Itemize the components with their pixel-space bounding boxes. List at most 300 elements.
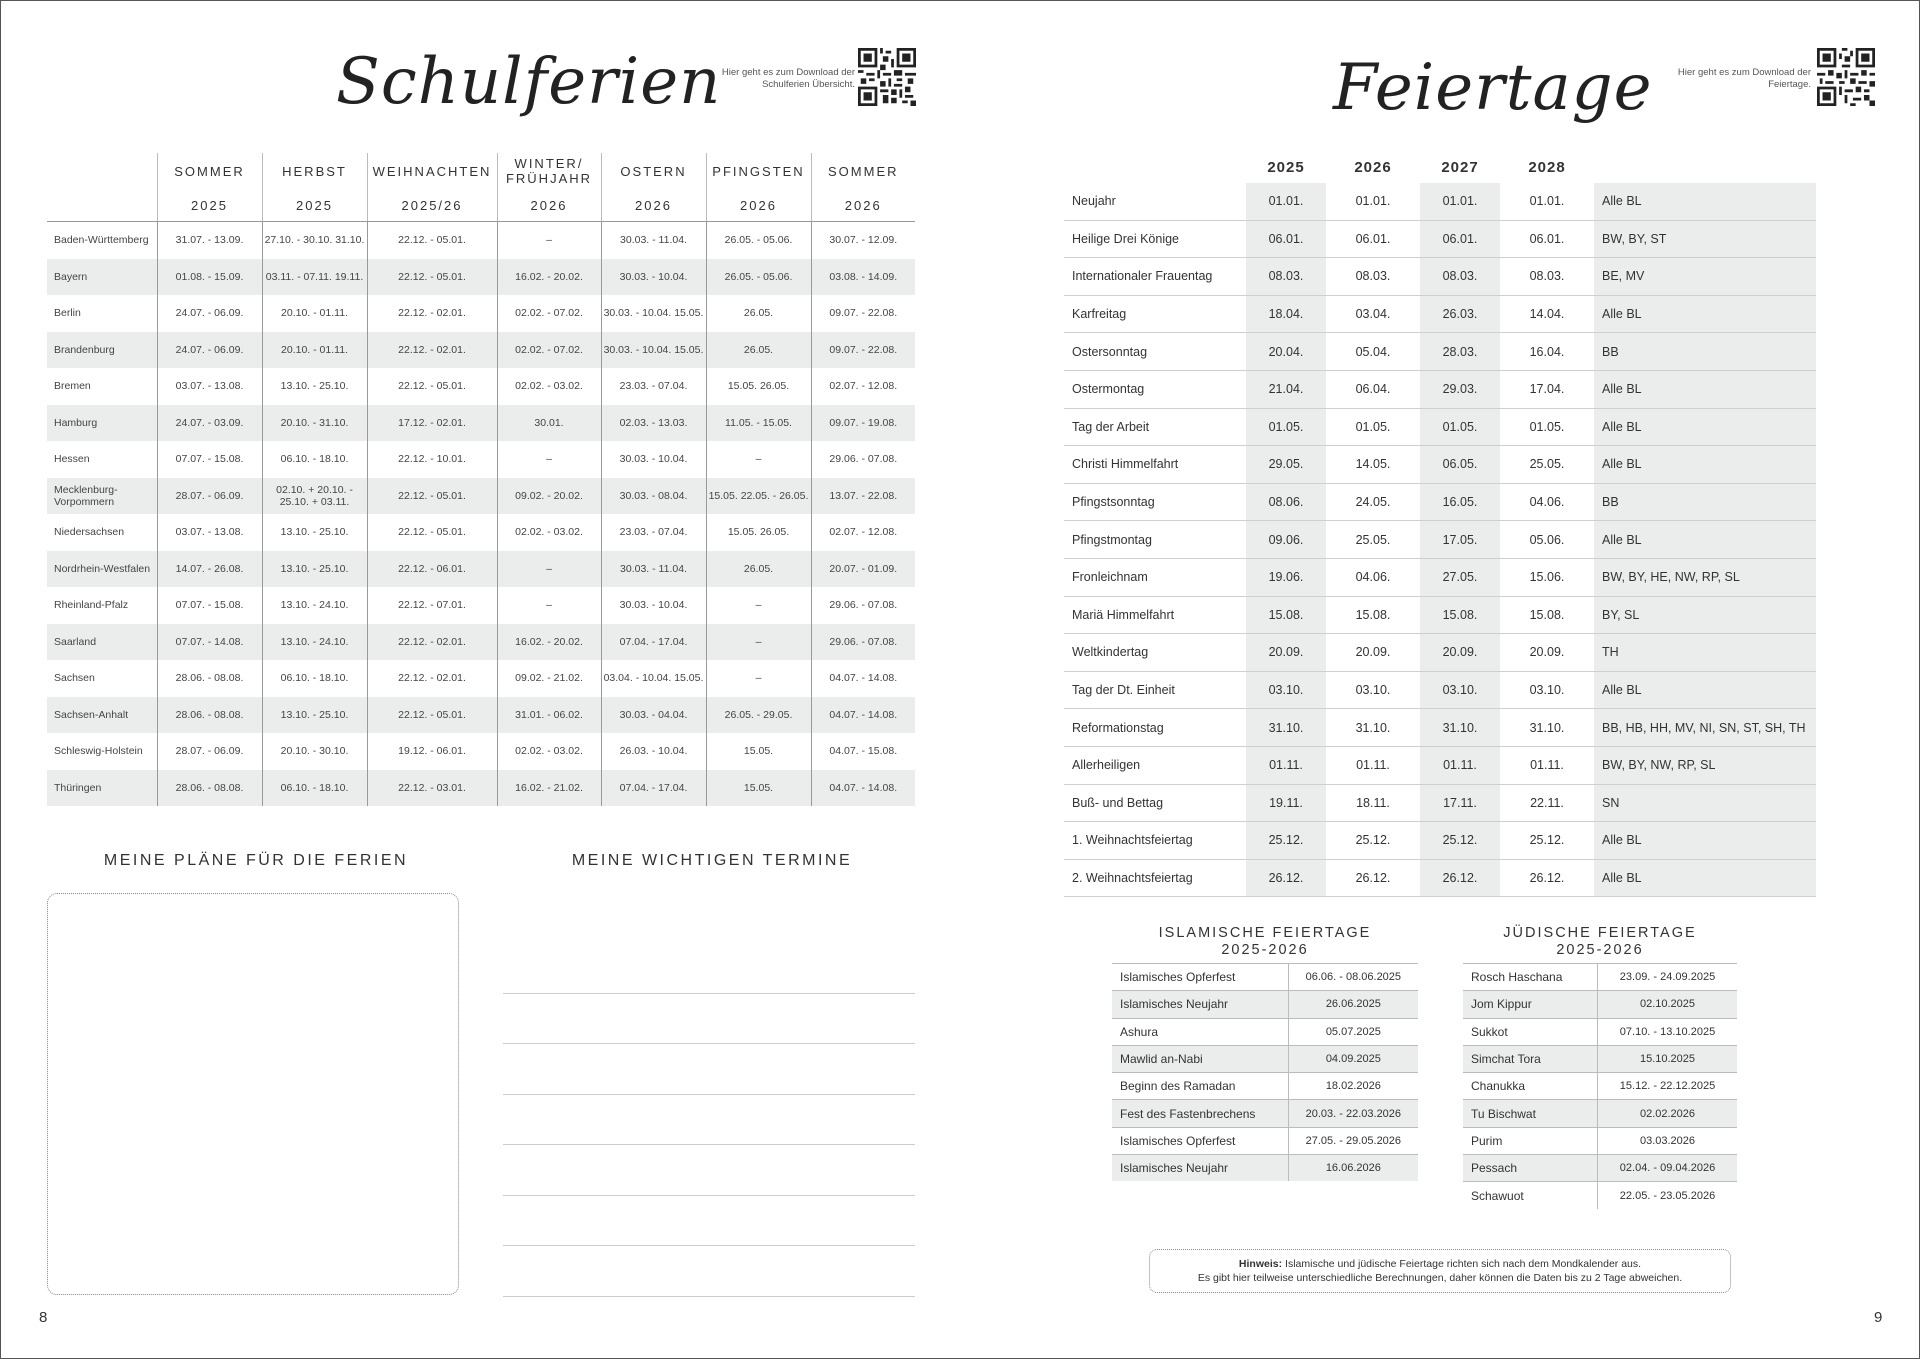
holiday-period: 26.05. - 29.05.	[706, 697, 811, 734]
schulferien-title: Schulferien	[336, 45, 722, 119]
holiday-period: 28.06. - 08.08.	[157, 660, 262, 697]
column-header: OSTERN	[601, 153, 706, 189]
table-row	[1064, 370, 1816, 408]
qr-code-icon[interactable]	[858, 48, 916, 106]
holiday-period: 26.05. - 05.06.	[706, 222, 811, 259]
holiday-date: 26.12.	[1420, 859, 1500, 897]
holiday-date: 03.10.	[1333, 671, 1413, 709]
holiday-date: 03.10.	[1507, 671, 1587, 709]
column-gap	[1326, 671, 1333, 709]
column-gap	[1587, 746, 1594, 784]
holiday-period: 20.07. - 01.09.	[811, 551, 915, 588]
holiday-date: 01.05.	[1246, 408, 1326, 446]
holiday-period: 13.10. - 25.10.	[262, 551, 367, 588]
column-header: SOMMER	[811, 153, 915, 189]
state-name: Niedersachsen	[54, 526, 125, 539]
states: BB	[1594, 333, 1816, 371]
holiday-date: 04.06.	[1507, 483, 1587, 521]
column-gap	[1326, 634, 1333, 672]
column-gap	[1413, 446, 1420, 484]
holiday-date: 25.12.	[1333, 822, 1413, 860]
holiday-date: 08.06.	[1246, 483, 1326, 521]
states: Alle BL	[1594, 822, 1816, 860]
column-gap	[1413, 370, 1420, 408]
holiday-period: 28.06. - 08.08.	[157, 770, 262, 807]
column-gap	[1500, 446, 1507, 484]
holiday-period: 13.10. - 24.10.	[262, 587, 367, 624]
states: BE, MV	[1594, 258, 1816, 296]
table-row	[1064, 408, 1816, 446]
column-gap	[1500, 859, 1507, 897]
jewish-holidays	[1463, 925, 1737, 1209]
holiday-date: 02.04. - 09.04.2026	[1597, 1155, 1737, 1182]
year-header: 2028	[1528, 158, 1566, 176]
holiday-period: 06.10. - 18.10.	[262, 441, 367, 478]
holiday-date: 20.09.	[1333, 634, 1413, 672]
state-name: Sachsen-Anhalt	[47, 697, 157, 734]
table-row	[1463, 1100, 1737, 1127]
state-name: Hessen	[54, 453, 90, 466]
table-row	[1064, 671, 1816, 709]
column-gap	[1500, 746, 1507, 784]
table-row	[1064, 521, 1816, 559]
column-gap	[1587, 784, 1594, 822]
column-gap	[1326, 183, 1333, 220]
holiday-name: Heilige Drei Könige	[1064, 220, 1246, 258]
holiday-date: 06.01.	[1333, 220, 1413, 258]
holiday-name: 2. Weihnachtsfeiertag	[1064, 859, 1246, 897]
table-row	[1112, 1127, 1418, 1154]
column-gap	[1500, 709, 1507, 747]
table-row	[47, 368, 915, 405]
table-row	[1064, 258, 1816, 296]
column-year: 2026	[497, 189, 601, 222]
state-name: Brandenburg	[47, 332, 157, 369]
jewish-title: JÜDISCHE FEIERTAGE	[1503, 925, 1697, 941]
holiday-period: 13.10. - 25.10.	[262, 514, 367, 551]
holiday-period: 03.08. - 14.09.	[811, 259, 915, 296]
holiday-date: 18.02.2026	[1288, 1073, 1418, 1100]
holiday-name: Neujahr	[1064, 183, 1246, 220]
holiday-period: 16.02. - 20.02.	[497, 624, 601, 661]
holiday-date: 01.05.	[1333, 408, 1413, 446]
holiday-period: –	[706, 587, 811, 624]
table-row	[1463, 964, 1737, 991]
column-gap	[1587, 258, 1594, 296]
holiday-period: 28.06. - 08.08.	[157, 697, 262, 734]
termine-title: MEINE WICHTIGEN TERMINE	[571, 852, 853, 869]
holiday-date: 09.06.	[1246, 521, 1326, 559]
holiday-period: 16.02. - 20.02.	[497, 259, 601, 296]
column-gap	[1326, 822, 1333, 860]
qr-code-icon[interactable]	[1817, 48, 1875, 106]
states: BB, HB, HH, MV, NI, SN, ST, SH, TH	[1594, 709, 1816, 747]
holiday-period: 26.05.	[706, 295, 811, 332]
holiday-date: 20.04.	[1246, 333, 1326, 371]
column-gap	[1500, 483, 1507, 521]
holiday-name: Schawuot	[1463, 1182, 1597, 1209]
holiday-period: 09.02. - 20.02.	[497, 478, 601, 515]
holiday-period: 02.02. - 07.02.	[497, 295, 601, 332]
states: Alle BL	[1594, 295, 1816, 333]
holiday-period: 23.03. - 07.04.	[601, 368, 706, 405]
holiday-period: 13.10. - 24.10.	[262, 624, 367, 661]
header-spacer	[1587, 151, 1594, 183]
holiday-date: 08.03.	[1420, 258, 1500, 296]
holiday-date: 15.08.	[1507, 596, 1587, 634]
holiday-date: 18.04.	[1246, 295, 1326, 333]
holiday-date: 06.01.	[1507, 220, 1587, 258]
column-gap	[1587, 634, 1594, 672]
holiday-period: –	[706, 624, 811, 661]
column-gap	[1587, 859, 1594, 897]
column-year: 2025	[157, 189, 262, 222]
column-gap	[1413, 483, 1420, 521]
note-line[interactable]	[503, 1145, 915, 1196]
holiday-period: 04.07. - 14.08.	[811, 770, 915, 807]
holiday-date: 15.12. - 22.12.2025	[1597, 1073, 1737, 1100]
note-line[interactable]	[503, 1196, 915, 1247]
holiday-name: Purim	[1463, 1127, 1597, 1154]
holiday-date: 15.08.	[1420, 596, 1500, 634]
holiday-date: 01.11.	[1246, 746, 1326, 784]
holiday-date: 04.09.2025	[1288, 1045, 1418, 1072]
holiday-period: –	[497, 441, 601, 478]
holiday-date: 03.04.	[1333, 295, 1413, 333]
holiday-period: 09.07. - 19.08.	[811, 405, 915, 442]
holiday-name: Rosch Haschana	[1463, 964, 1597, 991]
column-header: SOMMER	[157, 153, 262, 189]
holiday-name: Tu Bischwat	[1463, 1100, 1597, 1127]
holiday-period: 22.12. - 02.01.	[367, 660, 497, 697]
holiday-period: 04.07. - 15.08.	[811, 733, 915, 770]
holiday-period: 13.07. - 22.08.	[811, 478, 915, 515]
holiday-name: Karfreitag	[1064, 295, 1246, 333]
holiday-period: 30.03. - 11.04.	[601, 551, 706, 588]
state-name: Berlin	[54, 307, 81, 320]
table-row	[1463, 991, 1737, 1018]
holiday-date: 18.11.	[1333, 784, 1413, 822]
table-row	[1112, 991, 1418, 1018]
holiday-date: 05.06.	[1507, 521, 1587, 559]
holiday-name: Islamisches Neujahr	[1112, 991, 1288, 1018]
holiday-date: 20.09.	[1246, 634, 1326, 672]
holiday-name: Internationaler Frauentag	[1064, 258, 1246, 296]
table-row	[1112, 1045, 1418, 1072]
islamic-title: ISLAMISCHE FEIERTAGE	[1158, 925, 1372, 941]
column-gap	[1500, 784, 1507, 822]
states: BW, BY, NW, RP, SL	[1594, 746, 1816, 784]
column-gap	[1587, 220, 1594, 258]
states: Alle BL	[1594, 521, 1816, 559]
state-name: Sachsen	[54, 672, 95, 685]
holiday-period: 02.07. - 12.08.	[811, 368, 915, 405]
column-gap	[1326, 558, 1333, 596]
holiday-period: 30.03. - 10.04.	[601, 259, 706, 296]
column-gap	[1587, 709, 1594, 747]
column-gap	[1413, 258, 1420, 296]
states: Alle BL	[1594, 183, 1816, 220]
holiday-date: 08.03.	[1333, 258, 1413, 296]
table-row	[47, 222, 915, 259]
schulferien-qr-note: Hier geht es zum Download der Schulferien Übersicht.	[721, 67, 855, 90]
holiday-period: 14.07. - 26.08.	[157, 551, 262, 588]
note-line[interactable]	[503, 1044, 915, 1095]
states: Alle BL	[1594, 408, 1816, 446]
column-gap	[1500, 671, 1507, 709]
column-gap	[1326, 709, 1333, 747]
table-row	[1064, 558, 1816, 596]
holiday-period: 06.10. - 18.10.	[262, 770, 367, 807]
note-line[interactable]	[503, 1095, 915, 1146]
holiday-date: 04.06.	[1333, 558, 1413, 596]
holiday-period: 22.12. - 05.01.	[367, 259, 497, 296]
holiday-date: 20.09.	[1507, 634, 1587, 672]
holiday-date: 07.10. - 13.10.2025	[1597, 1018, 1737, 1045]
holiday-name: Chanukka	[1463, 1073, 1597, 1100]
column-gap	[1587, 446, 1594, 484]
table-row	[1064, 295, 1816, 333]
holiday-period: 20.10. - 31.10.	[262, 405, 367, 442]
column-gap	[1500, 220, 1507, 258]
jewish-table	[1463, 963, 1737, 1209]
holiday-name: Tag der Arbeit	[1064, 408, 1246, 446]
holiday-period: 07.07. - 15.08.	[157, 441, 262, 478]
holiday-date: 16.05.	[1420, 483, 1500, 521]
holiday-date: 26.06.2025	[1288, 991, 1418, 1018]
states: BW, BY, ST	[1594, 220, 1816, 258]
column-gap	[1500, 596, 1507, 634]
holiday-period: 22.12. - 07.01.	[367, 587, 497, 624]
column-gap	[1500, 634, 1507, 672]
table-row	[1064, 822, 1816, 860]
header-spacer	[1064, 151, 1246, 183]
column-gap	[1326, 408, 1333, 446]
column-gap	[1587, 521, 1594, 559]
column-gap	[1500, 370, 1507, 408]
holiday-period: 30.03. - 11.04.	[601, 222, 706, 259]
state-name: Bremen	[54, 380, 91, 393]
holiday-date: 08.03.	[1246, 258, 1326, 296]
holiday-period: 11.05. - 15.05.	[706, 405, 811, 442]
holiday-name: Buß- und Bettag	[1064, 784, 1246, 822]
holiday-period: 03.07. - 13.08.	[157, 368, 262, 405]
column-gap	[1326, 258, 1333, 296]
holiday-period: 31.01. - 06.02.	[497, 697, 601, 734]
note-line[interactable]	[503, 994, 915, 1045]
column-gap	[1326, 483, 1333, 521]
year-header: 2025	[1267, 158, 1305, 176]
table-row	[1064, 784, 1816, 822]
holiday-period: 30.03. - 10.04. 15.05.	[601, 332, 706, 369]
holiday-date: 31.10.	[1246, 709, 1326, 747]
table-row	[47, 551, 915, 588]
holiday-date: 26.12.	[1507, 859, 1587, 897]
header-spacer	[1594, 151, 1816, 183]
holiday-period: 30.03. - 10.04.	[601, 587, 706, 624]
column-gap	[1413, 333, 1420, 371]
column-year: 2025	[262, 189, 367, 222]
holiday-period: 22.12. - 02.01.	[367, 295, 497, 332]
state-name: Schleswig-Holstein	[54, 745, 143, 758]
holiday-name: Fest des Fastenbrechens	[1112, 1100, 1288, 1127]
feiertage-table	[1064, 151, 1816, 897]
holiday-name: Fronleichnam	[1064, 558, 1246, 596]
state-name: Hamburg	[47, 405, 157, 442]
column-header: WEIHNACHTEN	[367, 153, 497, 189]
table-row	[1112, 1100, 1418, 1127]
column-gap	[1500, 521, 1507, 559]
holiday-period: 26.05.	[706, 551, 811, 588]
holiday-period: 26.03. - 10.04.	[601, 733, 706, 770]
holiday-name: Islamisches Opferfest	[1112, 964, 1288, 991]
holiday-period: 22.12. - 03.01.	[367, 770, 497, 807]
column-gap	[1413, 671, 1420, 709]
holiday-period: 28.07. - 06.09.	[157, 478, 262, 515]
holiday-period: 15.05. 26.05.	[706, 368, 811, 405]
holiday-date: 06.01.	[1420, 220, 1500, 258]
holiday-period: 17.12. - 02.01.	[367, 405, 497, 442]
holiday-period: 28.07. - 06.09.	[157, 733, 262, 770]
table-row	[47, 332, 915, 369]
holiday-period: 24.07. - 03.09.	[157, 405, 262, 442]
holiday-period: 02.03. - 13.03.	[601, 405, 706, 442]
holiday-date: 16.06.2026	[1288, 1155, 1418, 1182]
table-row	[1463, 1127, 1737, 1154]
holiday-date: 23.09. - 24.09.2025	[1597, 964, 1737, 991]
column-gap	[1326, 746, 1333, 784]
holiday-period: 30.01.	[497, 405, 601, 442]
note-line[interactable]	[503, 1246, 915, 1297]
holiday-date: 01.11.	[1507, 746, 1587, 784]
column-gap	[1587, 671, 1594, 709]
termine-lines[interactable]	[503, 943, 915, 1297]
holiday-date: 29.05.	[1246, 446, 1326, 484]
page-number-right: 9	[1874, 1309, 1883, 1326]
holiday-period: 09.07. - 22.08.	[811, 295, 915, 332]
holiday-name: Islamisches Neujahr	[1112, 1155, 1288, 1182]
holiday-date: 21.04.	[1246, 370, 1326, 408]
holiday-period: 09.02. - 21.02.	[497, 660, 601, 697]
table-row	[47, 259, 915, 296]
table-row	[47, 295, 915, 332]
column-gap	[1326, 220, 1333, 258]
column-gap	[1587, 558, 1594, 596]
holiday-period: 22.12. - 05.01.	[367, 697, 497, 734]
holiday-period: 03.07. - 13.08.	[157, 514, 262, 551]
holiday-name: Sukkot	[1463, 1018, 1597, 1045]
holiday-date: 01.11.	[1333, 746, 1413, 784]
holiday-period: 24.07. - 06.09.	[157, 332, 262, 369]
holiday-date: 06.04.	[1333, 370, 1413, 408]
column-gap	[1326, 859, 1333, 897]
holiday-date: 15.08.	[1246, 596, 1326, 634]
holiday-date: 19.06.	[1246, 558, 1326, 596]
column-year: 2026	[706, 189, 811, 222]
holiday-date: 17.11.	[1420, 784, 1500, 822]
holiday-date: 31.10.	[1333, 709, 1413, 747]
holiday-name: Reformationstag	[1064, 709, 1246, 747]
holiday-date: 20.09.	[1420, 634, 1500, 672]
plans-title: MEINE PLÄNE FÜR DIE FERIEN	[103, 852, 409, 869]
column-gap	[1587, 483, 1594, 521]
column-gap	[1413, 784, 1420, 822]
table-row	[1463, 1182, 1737, 1209]
holiday-date: 29.03.	[1420, 370, 1500, 408]
holiday-date: 01.05.	[1507, 408, 1587, 446]
holiday-date: 01.01.	[1246, 183, 1326, 220]
hinweis-box	[1149, 1249, 1731, 1293]
holiday-period: 20.10. - 01.11.	[262, 295, 367, 332]
islamic-subtitle: 2025-2026	[1221, 942, 1309, 958]
column-header: HERBST	[262, 153, 367, 189]
holiday-date: 25.12.	[1246, 822, 1326, 860]
holiday-date: 26.03.	[1420, 295, 1500, 333]
state-name: Rheinland-Pfalz	[54, 599, 129, 612]
holiday-date: 26.12.	[1246, 859, 1326, 897]
holiday-date: 14.05.	[1333, 446, 1413, 484]
holiday-period: 02.02. - 03.02.	[497, 733, 601, 770]
column-gap	[1500, 333, 1507, 371]
holiday-period: 02.10. + 20.10. - 25.10. + 03.11.	[262, 478, 367, 515]
islamic-table	[1112, 963, 1418, 1181]
column-gap	[1413, 220, 1420, 258]
holiday-date: 15.10.2025	[1597, 1045, 1737, 1072]
holiday-date: 01.01.	[1420, 183, 1500, 220]
holiday-date: 06.05.	[1420, 446, 1500, 484]
holiday-period: 20.10. - 01.11.	[262, 332, 367, 369]
holiday-date: 31.10.	[1420, 709, 1500, 747]
holiday-date: 25.12.	[1420, 822, 1500, 860]
state-name: Baden-Württemberg	[54, 234, 149, 247]
column-year: 2026	[811, 189, 915, 222]
holiday-date: 15.08.	[1333, 596, 1413, 634]
holiday-period: –	[706, 660, 811, 697]
column-gap	[1326, 446, 1333, 484]
plans-notes-box[interactable]	[47, 893, 459, 1295]
holiday-period: 22.12. - 05.01.	[367, 514, 497, 551]
note-line[interactable]	[503, 943, 915, 994]
holiday-date: 05.07.2025	[1288, 1018, 1418, 1045]
state-name: Saarland	[47, 624, 157, 661]
column-gap	[1587, 408, 1594, 446]
states: SN	[1594, 784, 1816, 822]
holiday-period: 24.07. - 06.09.	[157, 295, 262, 332]
states: BY, SL	[1594, 596, 1816, 634]
holiday-period: 03.11. - 07.11. 19.11.	[262, 259, 367, 296]
column-gap	[1326, 333, 1333, 371]
holiday-name: Pfingstsonntag	[1064, 483, 1246, 521]
column-gap	[1413, 295, 1420, 333]
table-row	[1064, 634, 1816, 672]
column-gap	[1413, 558, 1420, 596]
holiday-period: 02.02. - 03.02.	[497, 514, 601, 551]
holiday-date: 02.02.2026	[1597, 1100, 1737, 1127]
holiday-date: 17.04.	[1507, 370, 1587, 408]
states: Alle BL	[1594, 370, 1816, 408]
table-row	[1064, 446, 1816, 484]
holiday-date: 24.05.	[1333, 483, 1413, 521]
holiday-period: 15.05. 22.05. - 26.05.	[706, 478, 811, 515]
table-row	[47, 478, 915, 515]
holiday-name: Ashura	[1112, 1018, 1288, 1045]
holiday-period: 03.04. - 10.04. 15.05.	[601, 660, 706, 697]
holiday-period: 07.04. - 17.04.	[601, 770, 706, 807]
column-gap	[1500, 295, 1507, 333]
holiday-name: Allerheiligen	[1064, 746, 1246, 784]
holiday-date: 22.05. - 23.05.2026	[1597, 1182, 1737, 1209]
holiday-period: 22.12. - 02.01.	[367, 332, 497, 369]
